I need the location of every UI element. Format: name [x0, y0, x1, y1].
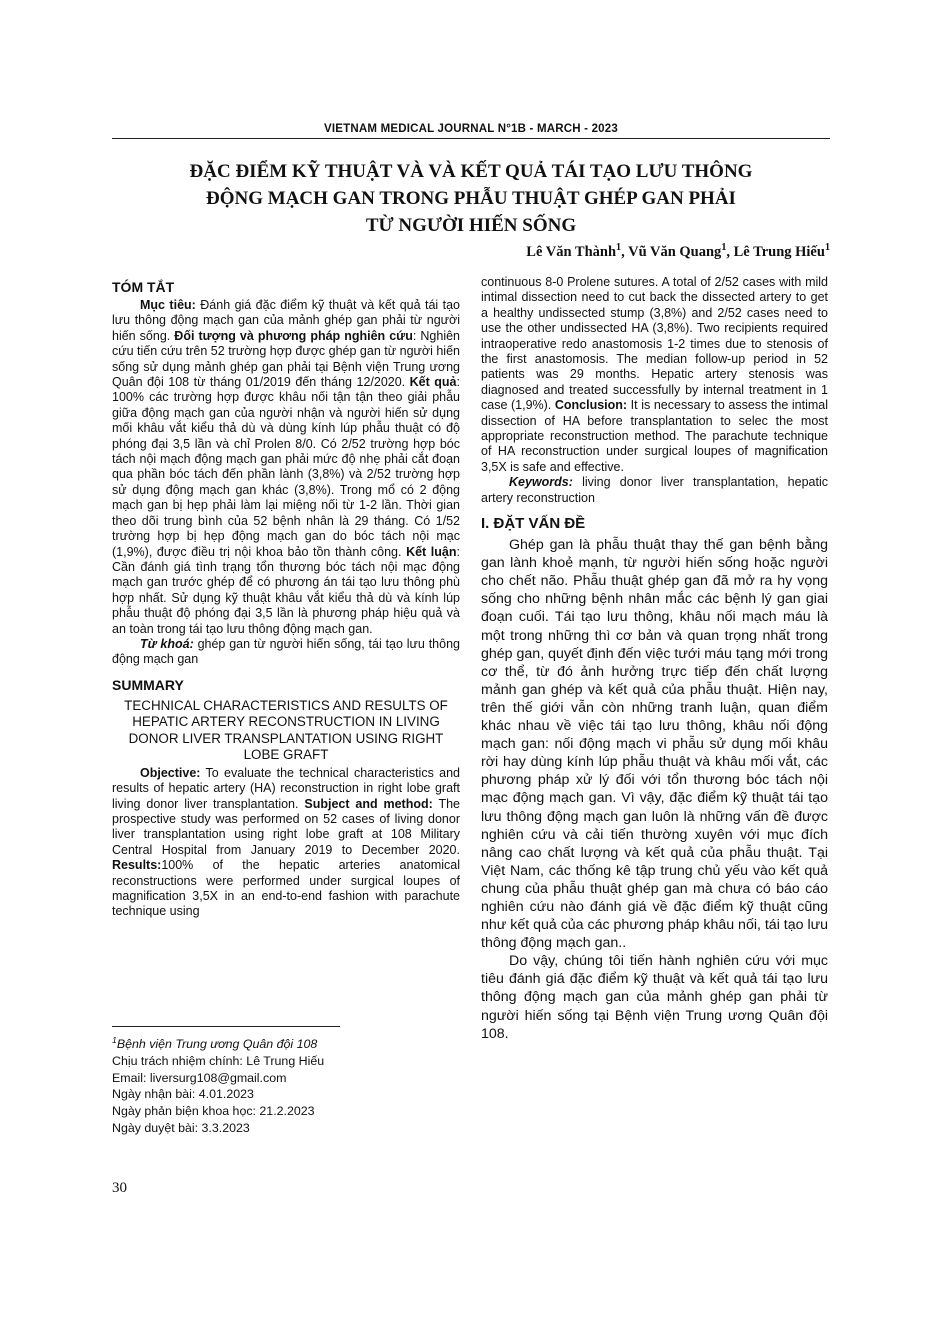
introduction-heading: I. ĐẶT VẤN ĐỀ: [481, 515, 586, 533]
title-line-3: TỪ NGƯỜI HIẾN SỐNG: [365, 215, 577, 236]
footnote-approved: Ngày duyệt bài: 3.3.2023: [112, 1120, 250, 1135]
methods-label: Đối tượng và phương pháp nghiên cứu: [174, 328, 413, 343]
title-line-2: ĐỘNG MẠCH GAN TRONG PHẪU THUẬT GHÉP GAN PHẢI: [206, 188, 736, 209]
right-column: [481, 275, 828, 1043]
summary-objective-label: Objective:: [140, 765, 201, 780]
summary-results-text-part-2: continuous 8-0 Prolene sutures. A total of 2/52 cases with mild intimal dissection need to cut back the dissected artery to get a healthy undissected stump (3,8%) and 2/52 cases need to use the other undissected HA (3,8%). Two recipients required intraoperative redo anastomosis 1-2 times due to stenosis of the first anastomosis. The median follow-up period in 52 patients was 29 months. Hepatic artery stenosis was diagnosed and treated successfully by internal treatment in 1 case (1,9%).: [481, 275, 828, 413]
keywords-label: Từ khoá:: [140, 636, 194, 651]
footnote-email: Email: liversurg108@gmail.com: [112, 1070, 287, 1085]
summary-body: [112, 766, 460, 920]
author-separator: ,: [726, 244, 734, 260]
author-affiliation-mark: 1: [721, 242, 727, 254]
summary-title: TECHNICAL CHARACTERISTICS AND RESULTS OF HEPATIC ARTERY RECONSTRUCTION IN LIVING DONOR LIVER TRANSPLANTATION USING RIGHT LOBE GRAFT: [124, 697, 448, 763]
conclusion-label: Kết luận: [406, 544, 457, 559]
results-text: : 100% các trường hợp được khâu nối tận tận theo giải phẫu giữa động mạch gan của người nhận và người hiến sử dụng mối khâu vắt kiểu thả dù và dùng kính lúp phẫu thuật có độ phóng đại 3,5 lần và chỉ Prolen 8/0. Có 2/52 trường hợp bóc tách nội mạch động mạch gan phải mức độ nhẹ phải cắt đoạn qua phần bóc tách đến phần lành (3,8%) và 2/52 trường hợp sử dụng động mạch gan khác (3,8%). Trong mổ có 2 động mạch gan bị hẹp phải làm lại miệng nối từ 1-2 lần. Thời gian theo dõi trung bình của 52 bệnh nhân là 29 tháng. Có 1/52 trường hợp bị hẹp động mạch gan do bóc tách nội mạc (1,9%), được điều trị nội khoa bảo tồn thành công.: [112, 375, 460, 559]
footnote-responsible: Chịu trách nhiệm chính: Lê Trung Hiếu: [112, 1053, 325, 1068]
summary-results-text-part-1: 100% of the hepatic arteries anatomical reconstructions were performed under surgical loupes of magnification 3,5X in an end-to-end fashion with parachute technique using: [112, 858, 460, 919]
summary-methods-label: Subject and method:: [304, 796, 433, 811]
objective-label: Mục tiêu:: [140, 298, 196, 312]
journal-header: VIETNAM MEDICAL JOURNAL N°1B - MARCH - 2023: [112, 123, 830, 139]
summary-conclusion-text: It is necessary to assess the intimal dissection of HA before transplantation to selec the most appropriate reconstruction method. The parachute technique of HA reconstruction under surgical loupes of magnification 3,5X is safe and effective.: [481, 398, 828, 474]
summary-methods-text: The prospective study was performed on 52 cases of living donor liver transplantation using right lobe graft at 108 Military Central Hospital from January 2019 to December 2020.: [112, 796, 460, 857]
summary-heading: SUMMARY: [112, 676, 184, 693]
summary-keywords-label: Keywords:: [509, 475, 573, 490]
conclusion-text: : Cần đánh giá tình trạng tổn thương bóc tách nội mạc động mạch gan trước ghép để có phương án tái tạo lưu thông phù hợp nhất. Sử dụng kỹ thuật khâu vắt kiểu thả dù và kính lúp phẫu thuật độ phóng đại 3,5 lần là phương pháp hiệu quả và an toàn trong tái tạo lưu thông động mạch gan.: [112, 544, 460, 636]
article-title: [112, 158, 830, 239]
title-line-1: ĐẶC ĐIỂM KỸ THUẬT VÀ VÀ KẾT QUẢ TÁI TẠO LƯU THÔNG: [189, 161, 753, 182]
abstract-vi-body: [112, 298, 460, 637]
objective-text: Đánh giá đặc điểm kỹ thuật và kết quả tái tạo lưu thông động mạch gan của mảnh ghép gan phải từ người hiến sống.: [112, 298, 460, 343]
summary-objective-text: To evaluate the technical characteristics and results of hepatic artery (HA) reconstruction in right lobe graft living donor liver transplantation.: [112, 765, 460, 811]
abstract-vi-keywords: [112, 637, 460, 668]
footnote-divider: [112, 1026, 340, 1027]
author-list: [112, 244, 830, 261]
footnote-affiliation-mark: 1: [112, 1034, 117, 1045]
introduction-body: [481, 536, 828, 1043]
author-name: Lê Văn Thành: [526, 244, 617, 260]
methods-text: : Nghiên cứu tiến cứu trên 52 trường hợp được ghép gan từ người hiến sống sử dụng mảnh ghép gan phải tại Bệnh viện Trung ương Quân đội 108 từ tháng 01/2019 đến tháng 12/2020.: [112, 328, 460, 390]
footnote-reviewed: Ngày phản biện khoa học: 21.2.2023: [112, 1104, 315, 1119]
summary-keywords-text: living donor liver transplantation, hepatic artery reconstruction: [481, 475, 828, 505]
summary-keywords: [481, 475, 828, 506]
footnotes: [112, 1036, 460, 1137]
footnote-affiliation-text: Bệnh viện Trung ương Quân đội 108: [116, 1037, 318, 1051]
author-affiliation-mark: 1: [616, 242, 622, 254]
author-separator: ,: [621, 244, 629, 260]
introduction-paragraph: Ghép gan là phẫu thuật thay thế gan bệnh bằng gan lành khoẻ mạnh, từ người hiến sống hoặc người cho chết não. Phẫu thuật ghép gan đã mở ra hy vọng sống cho những bệnh nhân mắc các bệnh lý gan giai đoạn cuối. Tái tạo lưu thông, khâu nối mạch máu là một trong những thì cơ bản và quan trọng nhất trong ghép gan, quyết định đến việc tưới máu tạng mới trong cơ thể, từ đó ảnh hưởng trực tiếp đến chất lượng mảnh gan ghép và kết quả của phẫu thuật. Hiện nay, trên thế giới vẫn còn những tranh luận, quan điểm khác nhau về việc tái tạo lưu thông, khâu nối động mạch gan: nối động mạch vi phẫu sử dụng mối khâu rời hay dùng kính lúp phẫu thuật và khâu mối vắt, các phương pháp xử lý đối với tổn thương bóc tách nội mạc động mạch gan. Vì vậy, đặc điểm kỹ thuật tái tạo lưu thông động mạch gan luôn là những vấn đề được nghiên cứu và cải tiến thường xuyên với mục đích nâng cao chất lượng và kết quả của phẫu thuật. Tại Việt Nam, các thống kê tập trung chủ yếu vào kết quả chung của phẫu thuật ghép gan mà chưa có báo cáo nghiên cứu nào đánh giá về đặc điểm kỹ thuật cũng như kết quả của các phương pháp khâu nối, tái tạo lưu thông động mạch gan..: [481, 537, 828, 952]
author-affiliation-mark: 1: [824, 242, 830, 254]
page-number: 30: [112, 1180, 127, 1196]
keywords-text: ghép gan từ người hiến sống, tái tạo lưu thông động mạch gan: [112, 636, 460, 667]
introduction-paragraph: Do vậy, chúng tôi tiến hành nghiên cứu với mục tiêu đánh giá đặc điểm kỹ thuật và kết quả tái tạo lưu thông động mạch gan của mảnh ghép gan phải từ người hiến sống tại Bệnh viện Trung ương Quân đội 108.: [481, 953, 828, 1042]
summary-conclusion-label: Conclusion:: [554, 398, 628, 413]
author-name: Lê Trung Hiếu: [733, 244, 825, 260]
results-label: Kết quả: [409, 375, 457, 390]
footnote-affiliation: [112, 1036, 460, 1053]
abstract-vi-heading: TÓM TẮT: [112, 279, 175, 295]
summary-results-label: Results:: [112, 858, 162, 873]
summary-body-continued: [481, 275, 828, 475]
author-name: Vũ Văn Quang: [628, 244, 722, 260]
left-column: [112, 278, 460, 920]
footnote-received: Ngày nhận bài: 4.01.2023: [112, 1087, 254, 1102]
